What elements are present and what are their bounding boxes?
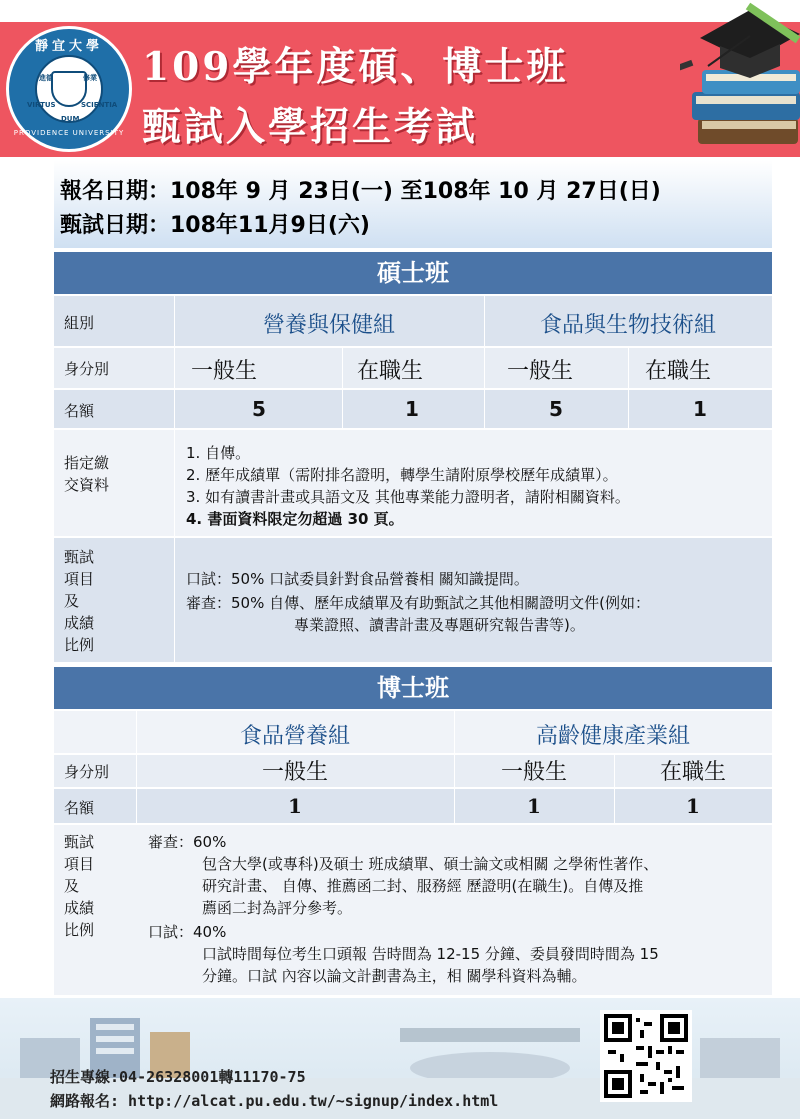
status-cell: 一般生 [500,760,567,785]
quota-label: 名額 [64,799,95,817]
phd-quota-row [54,789,772,823]
seal-word: VIRTUS [27,101,56,109]
masters-section-header: 碩士班 [54,252,772,294]
books-graduation-cap-icon [680,0,800,170]
quota-cell: 1 [527,794,541,818]
status-label: 身分別 [64,763,110,781]
phd-score-row [54,825,772,995]
status-cell: 一般生 [261,760,328,785]
university-seal-logo [6,26,132,152]
score-label: 比例 [64,636,95,654]
seal-center [35,55,103,123]
quota-cell: 1 [693,397,707,421]
date-panel [54,160,772,248]
group-food-biotech: 食品與生物技術組 [539,313,716,338]
score-label: 及 [64,592,80,610]
score-line: 口試：40% [148,923,227,941]
quota-cell: 5 [252,397,266,421]
qr-code-icon[interactable] [600,1010,692,1102]
score-line: 薦函二封為評分參考。 [202,899,353,917]
status-cell: 在職生 [644,359,711,384]
quota-cell: 1 [405,397,419,421]
registration-date: 報名日期：108年 9 月 23日(一) 至108年 10 月 27日(日) [60,179,661,204]
score-line: 審查：50% 自傳、歷年成績單及有助甄試之其他相關證明文件(例如： [186,594,650,612]
quota-cell: 5 [549,397,563,421]
phd-section-header: 博士班 [54,667,772,709]
score-line: 專業證照、讀書計畫及專題研究報告書等)。 [294,616,585,634]
score-line: 審查：60% [148,833,227,851]
score-label: 成績 [64,614,95,632]
seal-word: 進德 [39,74,53,82]
score-line: 分鐘。口試 內容以論文計劃書為主，相 關學科資料為輔。 [202,967,587,985]
seal-word: SCIENTIA [81,101,118,109]
score-label: 及 [64,877,80,895]
status-cell: 一般生 [190,359,257,384]
docs-label: 指定繳 [64,454,110,472]
page-title-line1: 109學年度碩、博士班 [142,44,569,90]
phd-group-row [54,711,772,753]
score-label: 項目 [64,855,95,873]
score-label: 項目 [64,570,95,588]
group-nutrition-health: 營養與保健組 [262,313,395,338]
score-line: 研究計畫、 自傳、推薦函二封、服務經 歷證明(在職生)。自傳及推 [202,877,644,895]
masters-status-row [54,348,772,388]
seal-top-text: 靜宜大學 [34,39,103,54]
masters-docs-row [54,430,772,536]
doc-item: 3. 如有讀書計畫或具語文及 其他專業能力證明者，請附相關資料。 [186,488,630,506]
hotline-text: 招生專線:04-26328001轉11170-75 [50,1068,306,1086]
group-food-nutrition: 食品營養組 [239,724,350,749]
doc-item: 4. 書面資料限定勿超過 30 頁。 [186,510,404,528]
masters-quota-row [54,390,772,428]
score-line: 口試時間每位考生口頭報 告時間為 12-15 分鐘、委員發問時間為 15 [202,945,659,963]
phd-status-row [54,755,772,787]
page-title-line2: 甄試入學招生考試 [142,104,479,150]
seal-word: DUM [61,115,80,123]
score-label: 甄試 [64,833,95,851]
score-line: 口試：50% 口試委員針對食品營養相 關知識提問。 [186,570,529,588]
exam-date: 甄試日期：108年11月9日(六) [60,213,370,238]
quota-label: 名額 [64,402,95,420]
score-label: 比例 [64,921,95,939]
seal-bottom-text: PROVIDENCE UNIVERSITY [13,129,125,137]
masters-group-row [54,296,772,346]
quota-cell: 1 [288,794,302,818]
group-label: 組別 [64,314,95,332]
group-elderly-health: 高齡健康產業組 [535,724,690,749]
status-label: 身分別 [64,360,110,378]
masters-score-row [54,538,772,662]
status-cell: 在職生 [356,359,423,384]
score-label: 甄試 [64,548,95,566]
status-cell: 一般生 [506,359,573,384]
website-link[interactable]: 網路報名: http://alcat.pu.edu.tw/~signup/index.html [50,1092,499,1110]
score-label: 成績 [64,899,95,917]
doc-item: 1. 自傳。 [186,444,251,462]
status-cell: 在職生 [659,760,726,785]
doc-item: 2. 歷年成績單（需附排名證明，轉學生請附原學校歷年成績單）。 [186,466,618,484]
quota-cell: 1 [686,794,700,818]
docs-label: 交資料 [64,476,110,494]
score-line: 包含大學(或專科)及碩士 班成績單、碩士論文或相關 之學術性著作、 [202,855,659,873]
seal-word: 修業 [83,74,97,82]
